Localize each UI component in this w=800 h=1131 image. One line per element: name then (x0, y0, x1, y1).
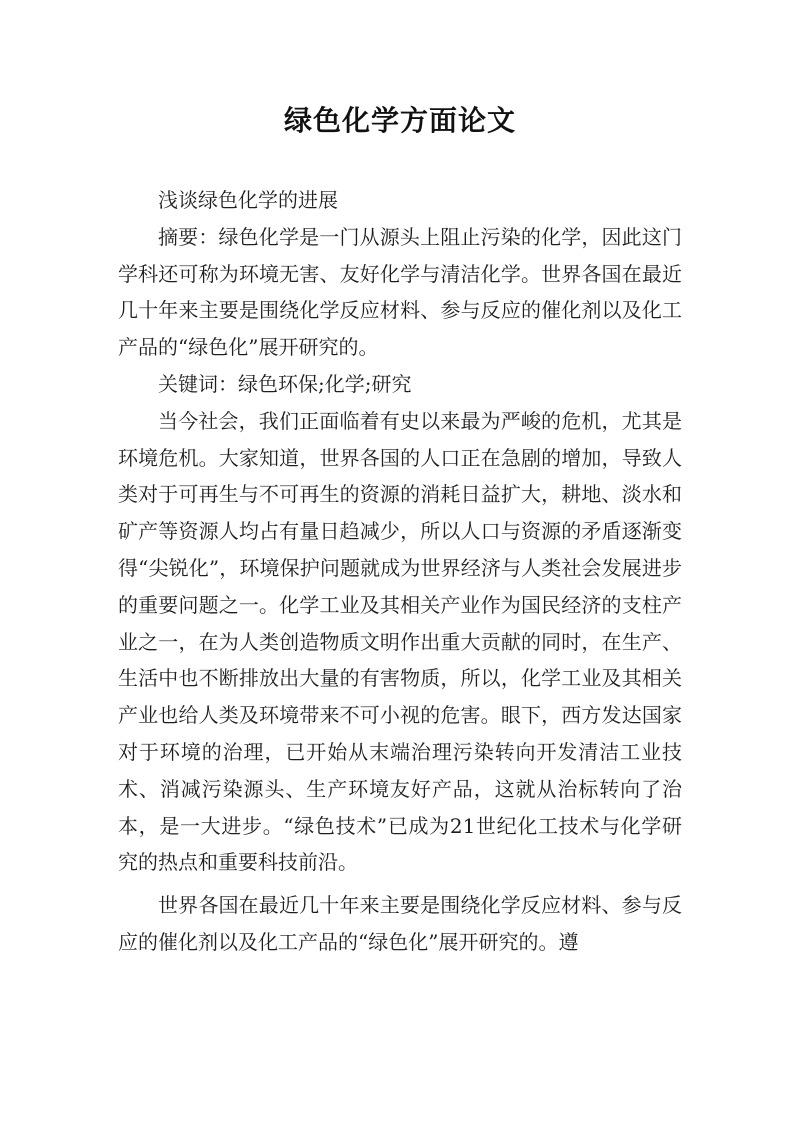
paragraph-subtitle: 浅谈绿色化学的进展 (158, 188, 338, 212)
paragraph-abstract: 摘要：绿色化学是一门从源头上阻止污染的化学，因此这门学科还可称为环境无害、友好化学与清洁化学。世界各国在最近几十年来主要是围绕化学反应材料、参与反应的催化剂以及化工产品的“绿色化”展开研究的。 (118, 224, 682, 360)
document-body (118, 182, 682, 961)
paragraph-body-1: 当今社会，我们正面临着有史以来最为严峻的危机，尤其是环境危机。大家知道，世界各国的人口正在急剧的增加，导致人类对于可再生与不可再生的资源的消耗日益扩大，耕地、淡水和矿产等资源人均占有量日趋减少，所以人口与资源的矛盾逐渐变得“尖锐化”，环境保护问题就成为世界经济与人类社会发展进步的重要问题之一。化学工业及其相关产业作为国民经济的支柱产业之一，在为人类创造物质文明作出重大贡献的同时，在生产、生活中也不断排放出大量的有害物质，所以，化学工业及其相关产业也给人类及环境带来不可小视的危害。眼下，西方发达国家对于环境的治理，已开始从末端治理污染转向开发清洁工业技术、消减污染源头、生产环境友好产品，这就从治标转向了治本，是一大进步。“绿色技术”已成为21世纪化工技术与化学研究的热点和重要科技前沿。 (118, 408, 682, 875)
document-title: 绿色化学方面论文 (283, 104, 516, 137)
paragraph-body-2: 世界各国在最近几十年来主要是围绕化学反应材料、参与反应的催化剂以及化工产品的“绿色化”展开研究的。遵 (118, 893, 682, 954)
paragraph-keywords: 关键词：绿色环保;化学;研究 (158, 371, 412, 396)
